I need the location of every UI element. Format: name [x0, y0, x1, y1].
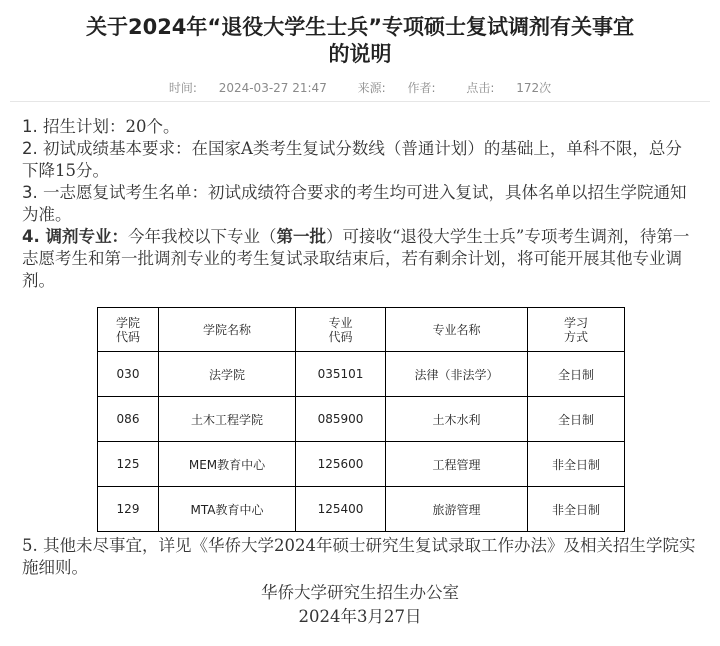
major-name: 法律（非法学） — [386, 352, 528, 397]
section-3-text: 初试成绩符合要求的考生均可进入复试，具体名单以招生学院通知为准。 — [22, 183, 687, 224]
header-major-name: 专业名称 — [386, 308, 528, 352]
header-study-mode: 学习 方式 — [528, 308, 625, 352]
section-1 — [22, 116, 694, 138]
college-name: MEM教育中心 — [159, 442, 296, 487]
section-4-bold: 第一批 — [276, 227, 326, 246]
table-row — [98, 442, 625, 487]
major-name: 旅游管理 — [386, 487, 528, 532]
college-code: 030 — [98, 352, 159, 397]
divider — [10, 101, 710, 102]
college-name: 法学院 — [159, 352, 296, 397]
header-college-code: 学院 代码 — [98, 308, 159, 352]
time-field — [160, 81, 336, 95]
article-meta — [0, 79, 720, 96]
major-name: 工程管理 — [386, 442, 528, 487]
study-mode: 全日制 — [528, 397, 625, 442]
section-4 — [22, 226, 694, 292]
article-title — [0, 14, 720, 68]
college-name: 土木工程学院 — [159, 397, 296, 442]
title-line-2: 的说明 — [328, 42, 392, 66]
study-mode: 全日制 — [528, 352, 625, 397]
section-2-text: 在国家A类考生复试分数线（普通计划）的基础上，单科不限，总分下降15分。 — [22, 139, 682, 180]
section-2 — [22, 138, 694, 182]
source-label: 来源: — [357, 81, 386, 95]
section-4-text-a: 今年我校以下专业（ — [128, 227, 277, 246]
table-row — [98, 352, 625, 397]
click-count: 172次 — [516, 81, 552, 95]
section-1-label: 1. 招生计划： — [22, 117, 126, 136]
clicks-field — [457, 81, 560, 95]
section-4-text-b: ）可接收“退役大学生士兵”专项考生调剂，待第一志愿考生和第一批调剂专业的考生复试录取结束后，若有剩余计划，将可能开展其他专业调剂。 — [22, 227, 690, 290]
table-row — [98, 487, 625, 532]
section-5 — [22, 535, 702, 579]
title-line-1: 关于2024年“退役大学生士兵”专项硕士复试调剂有关事宜 — [85, 15, 635, 39]
majors-table — [97, 307, 625, 532]
author-label: 作者: — [407, 81, 436, 95]
article-body — [22, 116, 694, 292]
table-header-row — [98, 308, 625, 352]
signature-date: 2024年3月27日 — [298, 607, 422, 626]
major-code: 125400 — [296, 487, 386, 532]
time-label: 时间: — [168, 81, 197, 95]
header-major-code: 专业 代码 — [296, 308, 386, 352]
major-code: 035101 — [296, 352, 386, 397]
table-row — [98, 397, 625, 442]
section-5-text: 5. 其他未尽事宜，详见《华侨大学2024年硕士研究生复试录取工作办法》及相关招生学院实施细则。 — [22, 536, 696, 577]
college-code: 125 — [98, 442, 159, 487]
college-name: MTA教育中心 — [159, 487, 296, 532]
section-3-label: 3. 一志愿复试考生名单： — [22, 183, 208, 202]
publish-time: 2024-03-27 21:47 — [218, 81, 327, 95]
section-4-label: 4. 调剂专业： — [22, 227, 128, 246]
college-code: 129 — [98, 487, 159, 532]
section-1-text: 20个。 — [125, 117, 180, 136]
header-college-name: 学院名称 — [159, 308, 296, 352]
major-code: 125600 — [296, 442, 386, 487]
study-mode: 非全日制 — [528, 487, 625, 532]
clicks-label: 点击: — [466, 81, 495, 95]
college-code: 086 — [98, 397, 159, 442]
section-2-label: 2. 初试成绩基本要求： — [22, 139, 192, 158]
signature-office: 华侨大学研究生招生办公室 — [261, 583, 459, 602]
study-mode: 非全日制 — [528, 442, 625, 487]
major-code: 085900 — [296, 397, 386, 442]
section-3 — [22, 182, 694, 226]
major-name: 土木水利 — [386, 397, 528, 442]
